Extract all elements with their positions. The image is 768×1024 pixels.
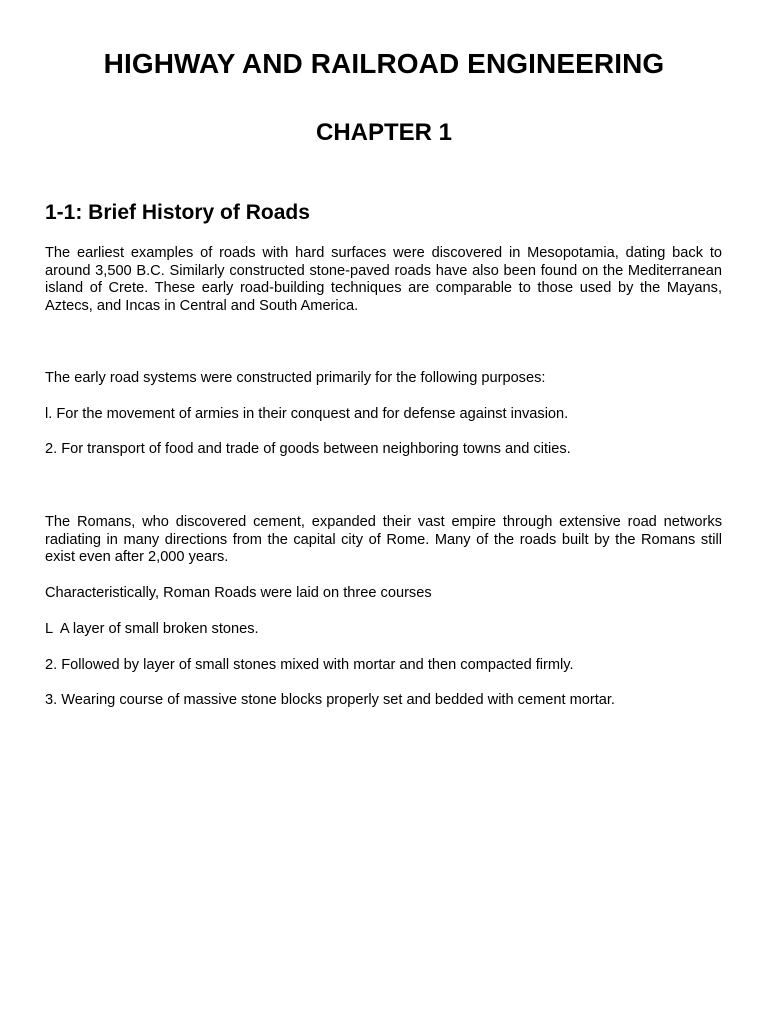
list-item-course-1: L A layer of small broken stones. bbox=[45, 621, 259, 637]
section-heading: 1-1: Brief History of Roads bbox=[45, 201, 310, 224]
chapter-heading: CHAPTER 1 bbox=[315, 119, 453, 146]
list-item-course-3: 3. Wearing course of massive stone blocks properly set and bedded with cement mortar. bbox=[45, 692, 615, 708]
list-item-purpose-1: l. For the movement of armies in their conquest and for defense against invasion. bbox=[45, 406, 569, 422]
paragraph-romans: The Romans, who discovered cement, expanded their vast empire through extensive road networks radiating in many directions from the capital city of Rome. Many of the roads built by the Romans still exist even after 2,000 years. bbox=[45, 514, 722, 566]
paragraph-purposes-intro: The early road systems were constructed primarily for the following purposes: bbox=[45, 370, 546, 386]
list-item-purpose-2: 2. For transport of food and trade of goods between neighboring towns and cities. bbox=[45, 441, 571, 457]
list-item-course-2: 2. Followed by layer of small stones mixed with mortar and then compacted firmly. bbox=[45, 657, 574, 673]
paragraph-courses-intro: Characteristically, Roman Roads were laid on three courses bbox=[45, 585, 432, 601]
document-title: HIGHWAY AND RAILROAD ENGINEERING bbox=[103, 48, 665, 79]
paragraph-history-intro: The earliest examples of roads with hard surfaces were discovered in Mesopotamia, dating back to around 3,500 B.C. Similarly constructed stone-paved roads have also been found on the Mediterranean island of Crete. These early road-building techniques are comparable to those used by the Mayans, Aztecs, and Incas in Central and South America. bbox=[45, 245, 722, 314]
